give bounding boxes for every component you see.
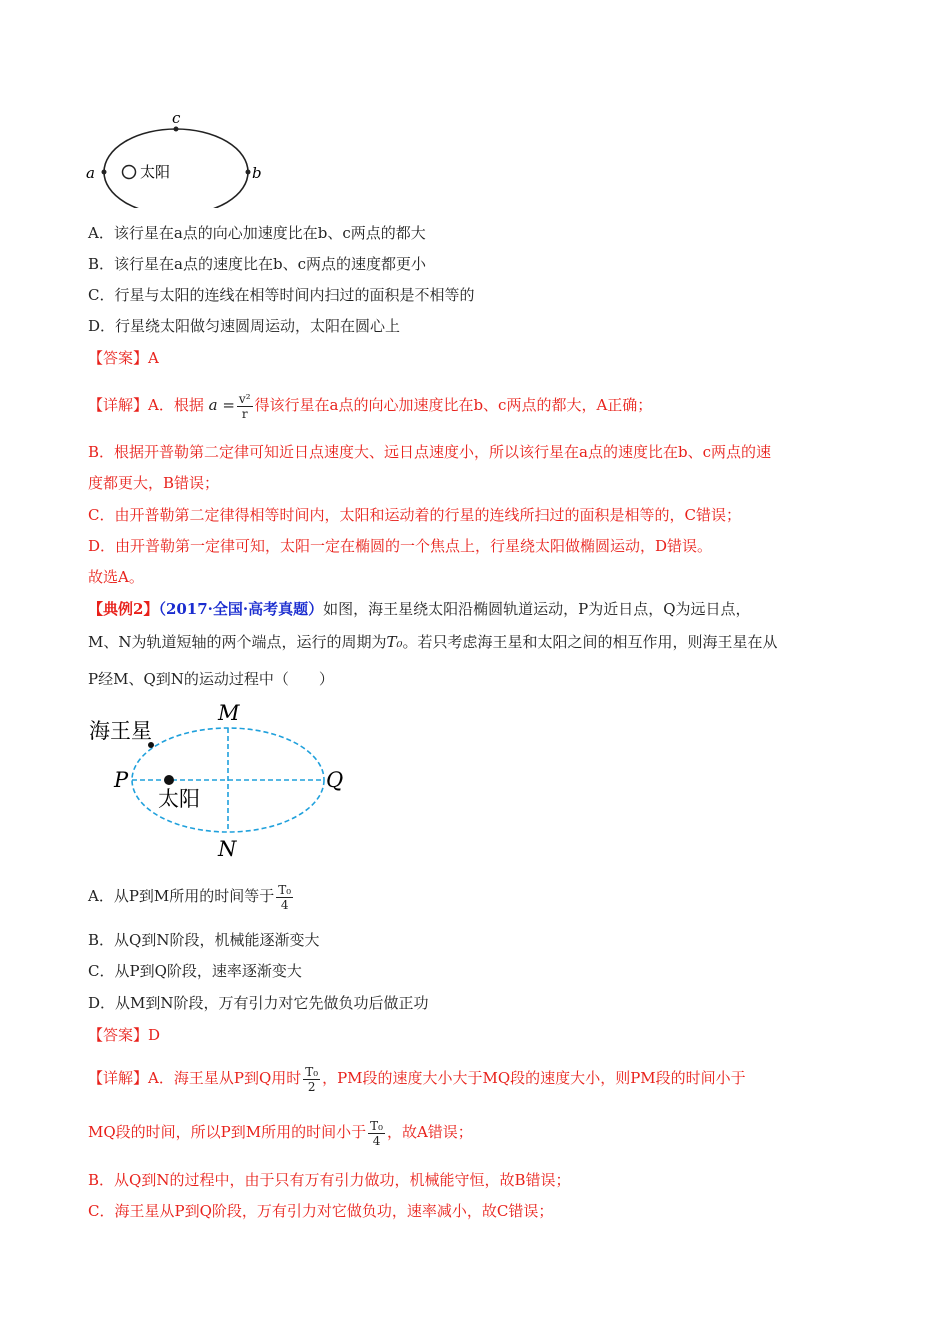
frac-num-2: T₀ <box>305 1064 319 1079</box>
frac-num: T₀ <box>278 882 292 897</box>
q1-option-a: A．该行星在a点的向心加速度比在b、c两点的都大 <box>88 224 426 242</box>
q2-detail-a1 <box>88 1060 746 1096</box>
q2-stem2-post: 。若只考虑海王星和太阳之间的相互作用，则海王星在从 <box>402 633 778 651</box>
q2-source: （2017·全国·高考真题） <box>158 600 324 618</box>
q2-tag: 【典例2】 <box>88 600 159 618</box>
label-c: c <box>172 109 181 127</box>
answer-value: A <box>148 349 159 367</box>
label-P: P <box>114 768 129 792</box>
q1-detail-a <box>88 388 652 422</box>
frac-den-3: 4 <box>372 1133 381 1148</box>
q1-option-c: C．行星与太阳的连线在相等时间内扫过的面积是不相等的 <box>88 286 475 304</box>
q1-option-d: D．行星绕太阳做匀速圆周运动，太阳在圆心上 <box>88 317 401 335</box>
q2-detail-a2-pre: MQ段的时间，所以P到M所用的时间小于 <box>88 1123 367 1141</box>
q2-option-a <box>88 878 295 914</box>
orbit-figure-2 <box>86 698 356 863</box>
q2-option-d: D．从M到N阶段，万有引力对它先做负功后做正功 <box>88 994 429 1012</box>
formula-num: v² <box>238 391 251 406</box>
q2-detail-a1-pre: A．海王星从P到Q用时 <box>148 1069 302 1087</box>
sun-label-2: 太阳 <box>158 787 200 811</box>
formula-den: r <box>241 406 248 421</box>
formula <box>208 391 255 421</box>
q1-detail-d: D．由开普勒第一定律可知，太阳一定在椭圆的一个焦点上，行星绕太阳做椭圆运动，D错误。 <box>88 537 713 555</box>
q2-option-b: B．从Q到N阶段，机械能逐渐变大 <box>88 931 320 949</box>
q2-stem1: 如图，海王星绕太阳沿椭圆轨道运动，P为近日点，Q为远日点， <box>323 600 751 618</box>
frac-den-2: 2 <box>307 1079 316 1094</box>
q1-answer <box>88 348 159 368</box>
q2-stem-line3: P经M、Q到N的运动过程中（ ） <box>88 670 334 688</box>
label-a: a <box>86 164 95 182</box>
q2-detail-a2-post: ，故A错误； <box>386 1123 473 1141</box>
q2-detail-a1-post: ，PM段的速度大小大于MQ段的速度大小，则PM段的时间小于 <box>322 1069 746 1087</box>
answer-tag: 【答案】 <box>88 349 149 367</box>
q1-detail-b2: 度都更大，B错误； <box>88 474 220 492</box>
sun-label: 太阳 <box>140 163 171 181</box>
q1-detail-b1: B．根据开普勒第二定律可知近日点速度大、远日点速度小，所以该行星在a点的速度比在b、c两点的速 <box>88 443 771 461</box>
q1-detail-c: C．由开普勒第二定律得相等时间内，太阳和运动着的行星的连线所扫过的面积是相等的，C错误； <box>88 506 741 524</box>
q2-detail-c: C．海王星从P到Q阶段，万有引力对它做负功，速率减小，故C错误； <box>88 1202 554 1220</box>
answer-value-2: D <box>148 1026 161 1044</box>
q2-stem-line2 <box>88 632 778 652</box>
formula-lhs: a = <box>208 396 235 414</box>
q2-stem-line1 <box>88 599 751 619</box>
q2-detail-a2 <box>88 1114 473 1150</box>
label-b: b <box>252 164 262 182</box>
detail-a-post: 得该行星在a点的向心加速度比在b、c两点的都大，A正确； <box>254 396 653 414</box>
label-N: N <box>218 837 237 861</box>
detail-tag-2: 【详解】 <box>88 1069 149 1087</box>
detail-a-pre: A．根据 <box>148 396 204 414</box>
planet-label: 海王星 <box>89 719 152 743</box>
q2-answer <box>88 1025 160 1045</box>
q2-option-c: C．从P到Q阶段，速率逐渐变大 <box>88 962 302 980</box>
q1-conclusion: 故选A。 <box>88 568 144 586</box>
q2-optA-pre: A．从P到M所用的时间等于 <box>88 887 275 905</box>
frac-num-3: T₀ <box>370 1118 383 1133</box>
q2-detail-b: B．从Q到N的过程中，由于只有万有引力做功，机械能守恒，故B错误； <box>88 1171 571 1189</box>
detail-tag: 【详解】 <box>88 396 149 414</box>
q2-T0: T₀ <box>386 633 403 651</box>
q1-option-b: B．该行星在a点的速度比在b、c两点的速度都更小 <box>88 255 426 273</box>
label-Q: Q <box>326 768 344 792</box>
frac-den: 4 <box>280 897 289 912</box>
label-M: M <box>218 701 240 725</box>
q2-stem2-pre: M、N为轨道短轴的两个端点，运行的周期为 <box>88 633 387 651</box>
answer-tag-2: 【答案】 <box>88 1026 149 1044</box>
orbit-figure-1 <box>80 108 280 208</box>
